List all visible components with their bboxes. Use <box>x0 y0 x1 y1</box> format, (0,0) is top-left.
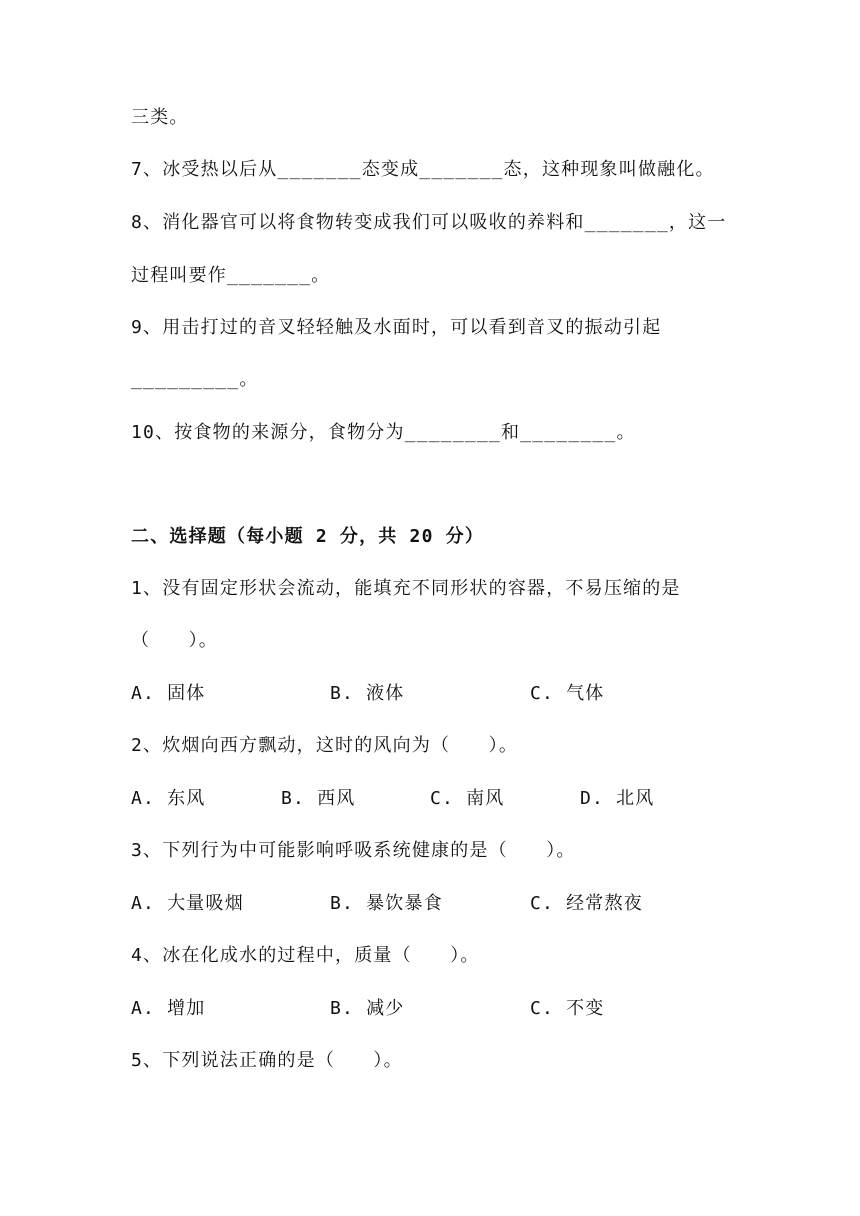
mc-q2-option-d: D. 北风 <box>580 788 655 809</box>
q8-text-line1: 8、消化器官可以将食物转变成我们可以吸收的养料和_______，这一 <box>131 212 727 233</box>
mc-q3-option-c: C. 经常熬夜 <box>530 893 643 914</box>
mc-q4-stem: 4、冰在化成水的过程中，质量（ ）。 <box>131 945 480 966</box>
mc-q5-stem: 5、下列说法正确的是（ ）。 <box>131 1050 403 1071</box>
mc-q4-option-c: C. 不变 <box>530 998 605 1019</box>
q8-text-line2: 过程叫要作_______。 <box>131 265 331 286</box>
mc-q4-option-b: B. 减少 <box>330 998 405 1019</box>
q6-tail-text: 三类。 <box>131 107 189 128</box>
q9-text-line2: _________。 <box>131 369 259 390</box>
mc-q3-stem: 3、下列行为中可能影响呼吸系统健康的是（ ）。 <box>131 840 576 861</box>
mc-q1-option-b: B. 液体 <box>330 683 405 704</box>
mc-q1-stem-line1: 1、没有固定形状会流动，能填充不同形状的容器，不易压缩的是 <box>131 578 681 599</box>
mc-q3-option-b: B. 暴饮暴食 <box>330 893 443 914</box>
mc-q3-option-a: A. 大量吸烟 <box>131 893 244 914</box>
q10-text: 10、按食物的来源分，食物分为________和________。 <box>131 422 636 443</box>
mc-q2-option-a: A. 东风 <box>131 788 206 809</box>
mc-q1-option-c: C. 气体 <box>530 683 605 704</box>
section2-heading: 二、选择题（每小题 2 分，共 20 分） <box>131 526 485 547</box>
q7-text: 7、冰受热以后从_______态变成_______态，这种现象叫做融化。 <box>131 159 715 180</box>
mc-q2-option-c: C. 南风 <box>430 788 505 809</box>
mc-q2-option-b: B. 西风 <box>281 788 356 809</box>
mc-q1-option-a: A. 固体 <box>131 683 206 704</box>
q9-text-line1: 9、用击打过的音叉轻轻触及水面时，可以看到音叉的振动引起 <box>131 317 662 338</box>
mc-q2-stem: 2、炊烟向西方飘动，这时的风向为（ ）。 <box>131 735 519 756</box>
mc-q4-option-a: A. 增加 <box>131 998 206 1019</box>
mc-q1-stem-line2: （ ）。 <box>131 630 218 651</box>
